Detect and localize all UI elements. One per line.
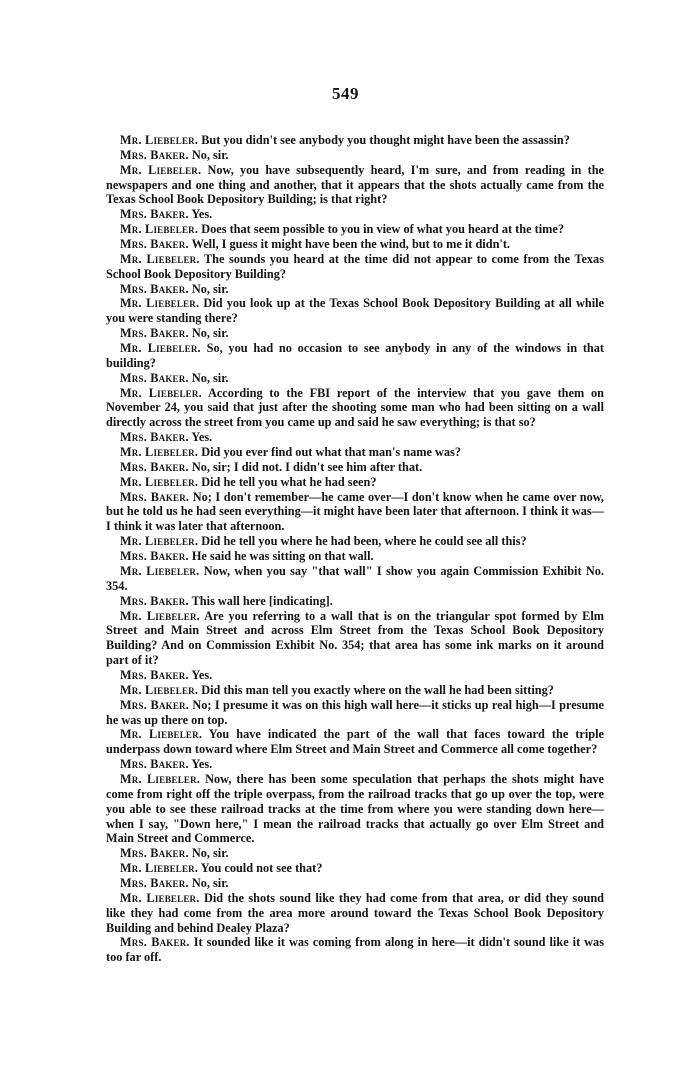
page-number: 549 [332,84,359,103]
speaker-baker: Mrs. Baker. [120,147,189,162]
paragraph-text: No, sir. [191,281,229,296]
speaker-liebeler: Mr. Liebeler. [120,133,199,147]
testimony-paragraph [106,222,604,237]
testimony-paragraph [106,594,604,609]
speaker-baker: Mrs. Baker. [120,237,189,252]
paragraph-text: Did he tell you where he had been, where he could see all this? [201,534,527,549]
paragraph-text: Did you ever find out what that man's name was? [201,445,461,460]
testimony-text [106,133,604,965]
testimony-paragraph [106,490,604,535]
paragraph-text: Yes. [191,430,213,445]
testimony-paragraph [106,698,604,728]
paragraph-text: Did this man tell you exactly where on the wall he had been sitting? [201,682,554,697]
testimony-paragraph [106,534,604,549]
paragraph-text: No, sir. [191,326,229,341]
paragraph-text: Did the shots sound like they had come from that area, or did they sound like they had come from the area more around toward the Texas School Book Depository Building and behind Dealey Plaza? [106,890,604,935]
speaker-baker: Mrs. Baker. [120,370,189,385]
paragraph-text: The sounds you heard at the time did not appear to come from the Texas School Book Depository Building? [106,251,604,281]
paragraph-text: He said he was sitting on that wall. [191,549,374,564]
speaker-liebeler: Mr. Liebeler. [120,296,200,311]
speaker-baker: Mrs. Baker. [120,935,190,950]
testimony-paragraph [106,757,604,772]
speaker-liebeler: Mr. Liebeler. [120,222,199,237]
testimony-paragraph [106,772,604,846]
speaker-liebeler: Mr. Liebeler. [120,162,202,177]
testimony-paragraph [106,237,604,252]
paragraph-text: No, sir. [191,370,229,385]
testimony-paragraph [106,861,604,876]
speaker-baker: Mrs. Baker. [120,846,189,861]
speaker-liebeler: Mr. Liebeler. [120,445,199,460]
testimony-paragraph [106,549,604,564]
testimony-paragraph [106,460,604,475]
paragraph-text: No, sir. [191,147,229,162]
speaker-liebeler: Mr. Liebeler. [120,771,201,786]
speaker-liebeler: Mr. Liebeler. [120,890,200,905]
testimony-paragraph [106,341,604,371]
paragraph-text: You have indicated the part of the wall that faces toward the triple underpass down toward where Elm Street and Main Street and Commerce all come together? [106,727,604,757]
testimony-paragraph [106,386,604,431]
speaker-baker: Mrs. Baker. [120,757,189,772]
paragraph-text: Did you look up at the Texas School Book Depository Building at all while you were standing there? [106,296,604,326]
speaker-baker: Mrs. Baker. [120,430,189,445]
speaker-liebeler: Mr. Liebeler. [120,608,200,623]
speaker-liebeler: Mr. Liebeler. [120,251,200,266]
testimony-paragraph [106,609,604,668]
speaker-baker: Mrs. Baker. [120,697,190,712]
paragraph-text: No; I don't remember—he came over—I don't know when he came over now, but he told us he had seen everything—it might have been later that afternoon. I think it was—I think it was later that afternoon. [106,489,604,534]
speaker-baker: Mrs. Baker. [120,207,189,222]
paragraph-text: No, sir. [191,846,229,861]
speaker-liebeler: Mr. Liebeler. [120,563,200,578]
speaker-liebeler: Mr. Liebeler. [120,341,201,356]
testimony-paragraph [106,727,604,757]
testimony-paragraph [106,564,604,594]
testimony-paragraph [106,296,604,326]
speaker-baker: Mrs. Baker. [120,281,189,296]
speaker-liebeler: Mr. Liebeler. [120,727,203,742]
paragraph-text: This wall here [indicating]. [191,593,333,608]
testimony-paragraph [106,371,604,386]
speaker-baker: Mrs. Baker. [120,459,189,474]
testimony-paragraph [106,148,604,163]
testimony-paragraph [106,445,604,460]
paragraph-text: Yes. [191,207,213,222]
paragraph-text: Are you referring to a wall that is on the triangular spot formed by Elm Street and Main Street and across Elm Street from the Texas School Book Depository Building? And on Commission Exhibit No. 354; that area has some ink marks on it around part of it? [106,608,604,668]
testimony-paragraph [106,326,604,341]
testimony-paragraph [106,133,604,148]
paragraph-text: No, sir; I did not. I didn't see him after that. [191,459,423,474]
paragraph-text: Well, I guess it might have been the wind, but to me it didn't. [191,237,510,252]
paragraph-text: No, sir. [191,875,229,890]
paragraph-text: Now, when you say "that wall" I show you again Commission Exhibit No. 354. [106,563,604,593]
testimony-paragraph [106,475,604,490]
speaker-baker: Mrs. Baker. [120,667,189,682]
paragraph-text: So, you had no occasion to see anybody in any of the windows in that building? [106,341,604,370]
paragraph-text: Now, there has been some speculation that perhaps the shots might have come from right off the triple overpass, from the railroad tracks that go up over the top, were you able to see these railroad tracks at the time from where you were standing down here—when I say, "Down here," I mean the railroad tracks that actually go over Elm Street and Main Street and Commerce. [106,771,604,846]
paragraph-text: No; I presume it was on this high wall here—it sticks up real high—I presume he was up there on top. [106,697,604,727]
testimony-paragraph [106,163,604,208]
testimony-paragraph [106,668,604,683]
paragraph-text: Yes. [191,757,213,772]
paragraph-text: Does that seem possible to you in view of what you heard at the time? [201,222,564,237]
speaker-liebeler: Mr. Liebeler. [120,385,202,400]
speaker-liebeler: Mr. Liebeler. [120,534,199,549]
testimony-paragraph [106,935,604,965]
paragraph-text: It sounded like it was coming from along in here—it didn't sound like it was too far off. [106,935,604,965]
testimony-paragraph [106,683,604,698]
speaker-baker: Mrs. Baker. [120,549,189,564]
testimony-paragraph [106,430,604,445]
paragraph-text: Yes. [191,667,213,682]
testimony-paragraph [106,282,604,297]
testimony-paragraph [106,876,604,891]
paragraph-text: You could not see that? [200,861,323,876]
speaker-liebeler: Mr. Liebeler. [120,474,199,489]
speaker-baker: Mrs. Baker. [120,489,190,504]
speaker-baker: Mrs. Baker. [120,875,189,890]
testimony-paragraph [106,252,604,282]
paragraph-text: According to the FBI report of the interview that you gave them on November 24, you said that just after the shooting some man who had been sitting on a wall directly across the street from you came up and said he saw everything; is that so? [106,385,604,430]
testimony-paragraph [106,207,604,222]
speaker-baker: Mrs. Baker. [120,326,189,341]
speaker-liebeler: Mr. Liebeler. [120,682,199,697]
paragraph-text: Did he tell you what he had seen? [201,474,377,489]
paragraph-text: But you didn't see anybody you thought might have been the assassin? [201,133,570,147]
testimony-paragraph [106,846,604,861]
paragraph-text: Now, you have subsequently heard, I'm sure, and from reading in the newspapers and one thing and another, that it appears that the shots actually came from the Texas School Book Depository Building; is that right? [106,162,604,207]
speaker-baker: Mrs. Baker. [120,593,189,608]
speaker-liebeler: Mr. Liebeler. [120,861,199,876]
testimony-paragraph [106,891,604,936]
